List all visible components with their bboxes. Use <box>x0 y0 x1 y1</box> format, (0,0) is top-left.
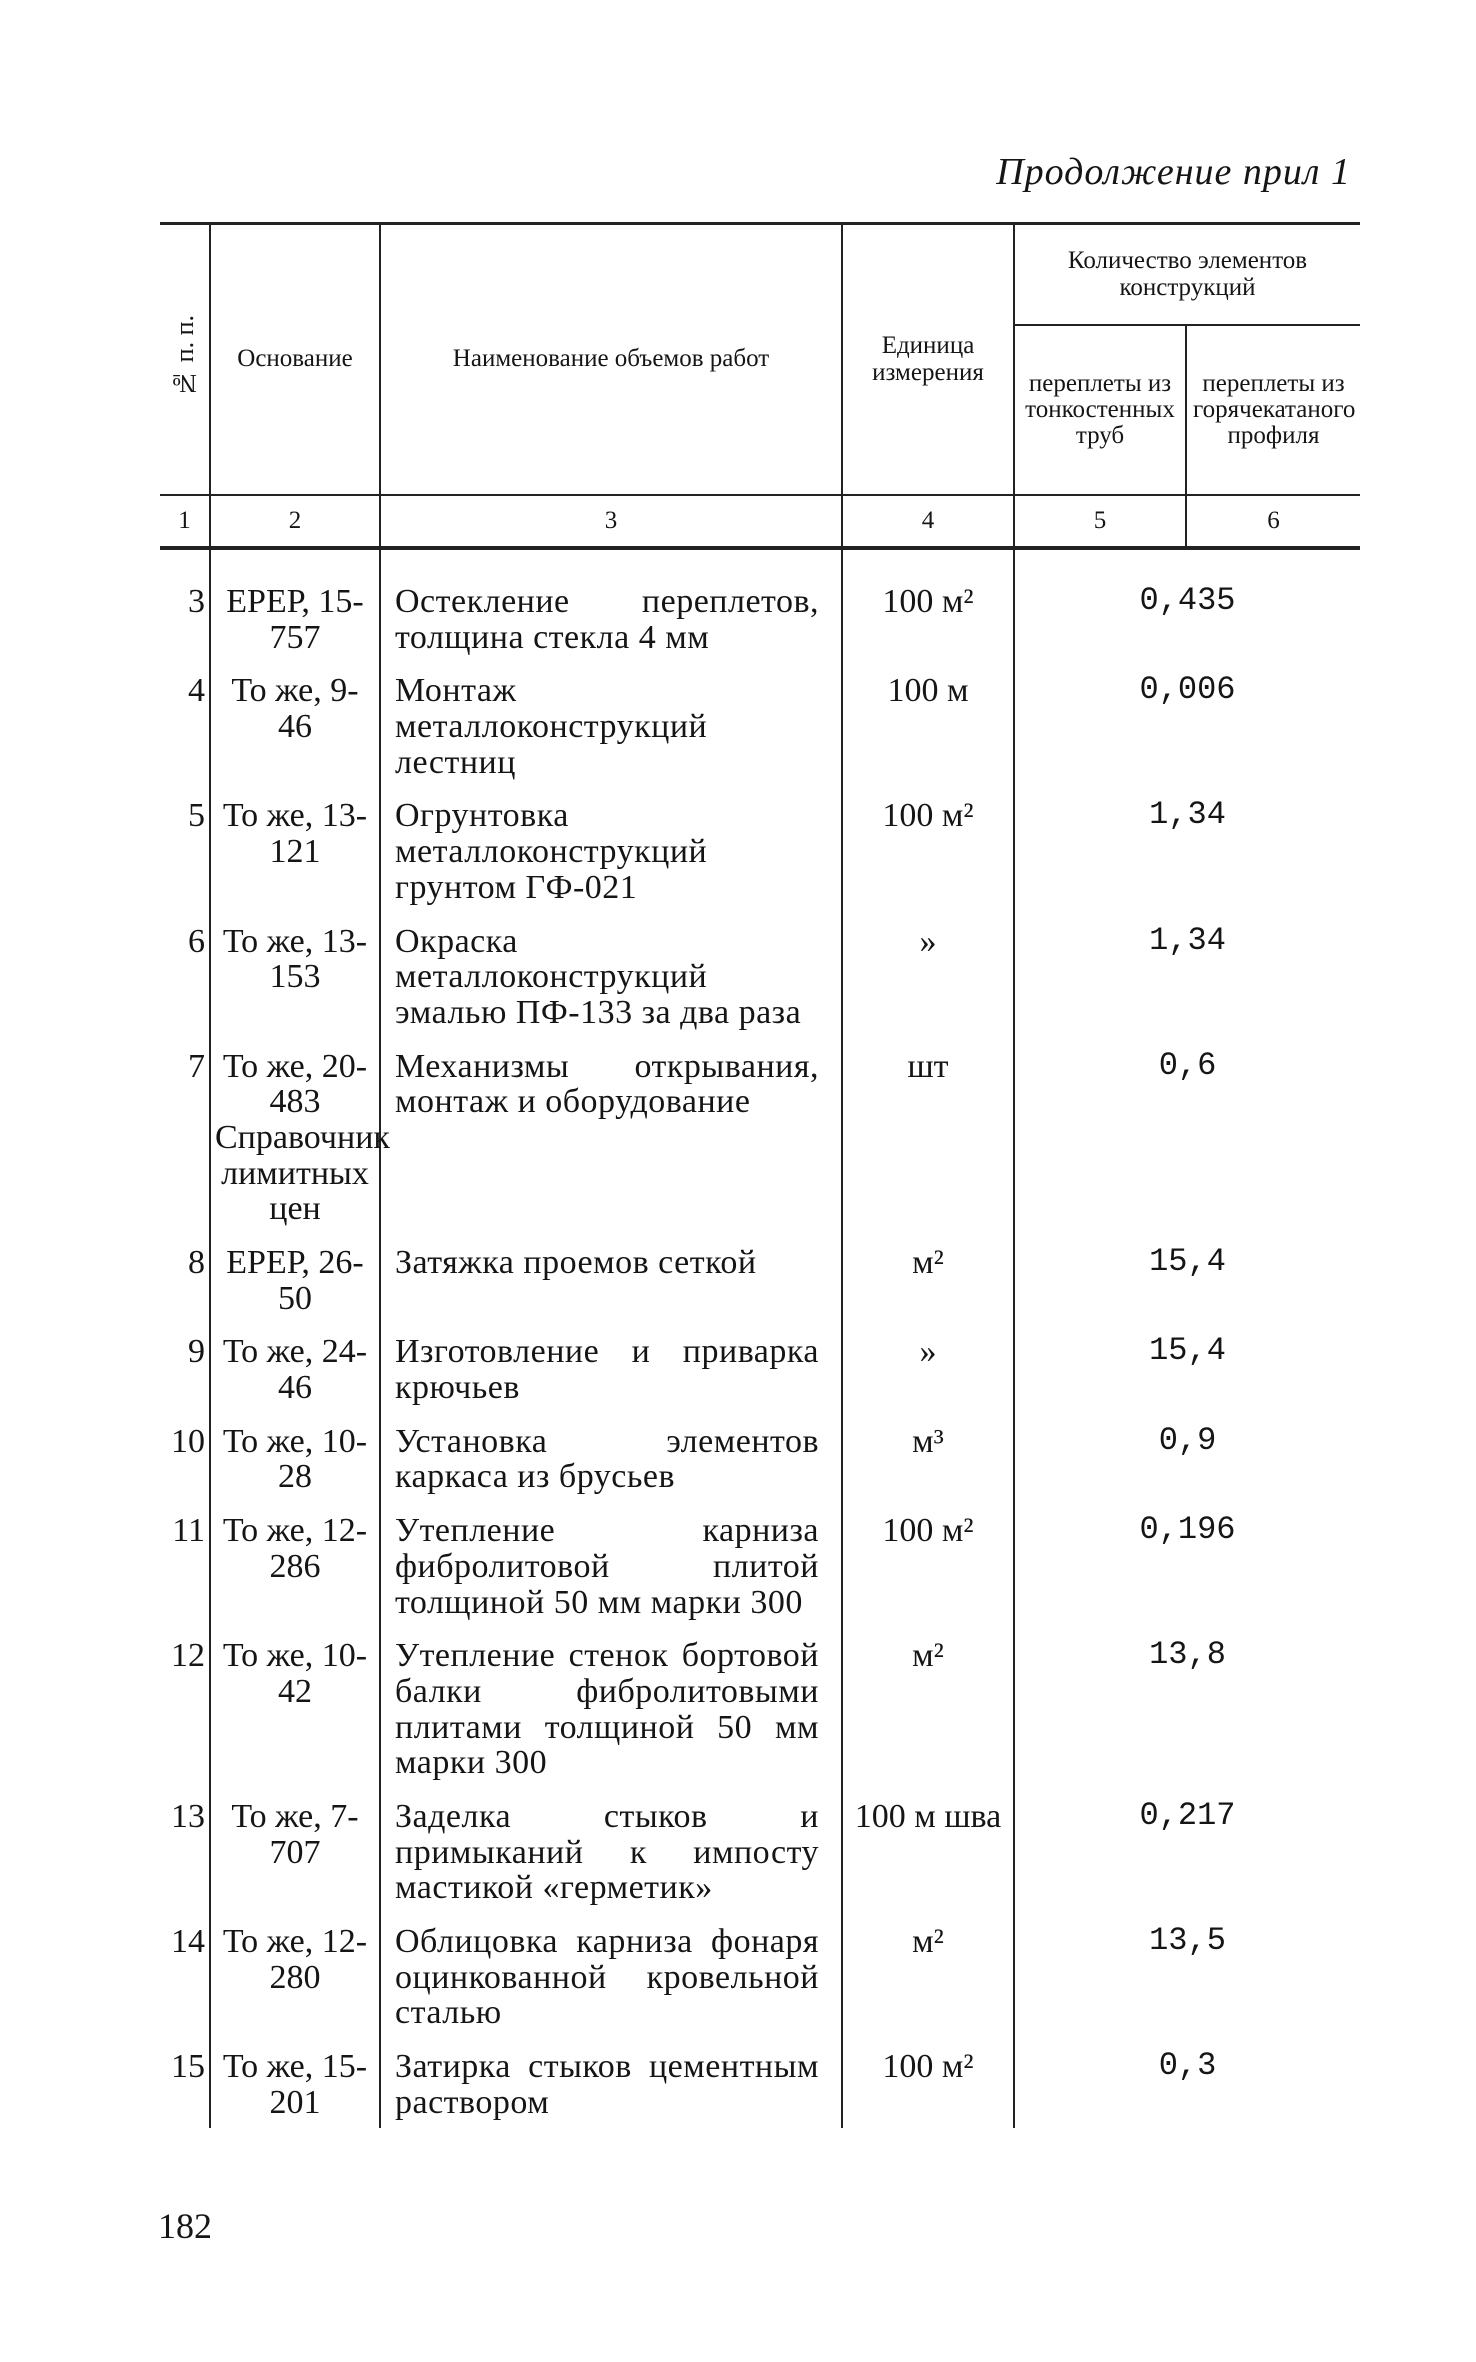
unit-cell: » <box>842 914 1014 1039</box>
row-number-cell: 12 <box>171 1637 205 1675</box>
table-row <box>160 1414 1360 1503</box>
table-row <box>160 788 1360 913</box>
basis-cell: То же, 12-286 <box>210 1503 380 1628</box>
unit-cell: 100 м <box>842 663 1014 788</box>
row-number-cell: 15 <box>171 2048 205 2086</box>
quantity-cell: 0,006 <box>1014 663 1360 788</box>
work-name-cell: Окраска металлоконструкций эмалью ПФ-133 за два раза <box>380 914 842 1039</box>
work-name-cell: Утепление стенок бортовой балки фибролитовыми плитами толщиной 50 мм марки 300 <box>380 1628 842 1789</box>
quantity-cell: 15,4 <box>1014 1235 1360 1324</box>
table-row <box>160 1503 1360 1628</box>
basis-cell: То же, 12-280 <box>210 1914 380 2039</box>
quantity-cell: 0,435 <box>1014 574 1360 663</box>
unit-cell: 100 м² <box>842 1503 1014 1628</box>
work-name-cell: Облицовка карниза фонаря оцинкованной кровельной сталью <box>380 1914 842 2039</box>
work-name-cell: Затяжка проемов сеткой <box>380 1235 842 1324</box>
row-number-cell: 6 <box>188 922 205 960</box>
row-number-cell: 7 <box>188 1047 205 1085</box>
continuation-header: Продолжение прил 1 <box>996 151 1351 193</box>
basis-cell: То же, 24-46 <box>210 1324 380 1413</box>
quantity-cell: 13,8 <box>1014 1628 1360 1789</box>
quantity-cell: 0,3 <box>1014 2039 1360 2128</box>
unit-cell: шт <box>842 1039 1014 1235</box>
unit-cell: 100 м² <box>842 788 1014 913</box>
row-number-cell: 9 <box>188 1333 205 1371</box>
row-number-cell: 8 <box>188 1244 205 1281</box>
quantity-cell: 13,5 <box>1014 1914 1360 2039</box>
row-number-cell: 13 <box>171 1797 205 1835</box>
basis-cell: То же, 9-46 <box>210 663 380 788</box>
table-row <box>160 663 1360 788</box>
unit-cell: » <box>842 1324 1014 1413</box>
table-row <box>160 574 1360 663</box>
basis-cell: То же, 15-201 <box>210 2039 380 2128</box>
table-row <box>160 2039 1360 2128</box>
basis-cell: То же, 10-28 <box>210 1414 380 1503</box>
row-number-cell: 5 <box>188 797 205 835</box>
unit-cell: м² <box>842 1235 1014 1324</box>
work-name-cell: Заделка стыков и примыканий к импосту мастикой «герметик» <box>380 1789 842 1914</box>
table-body <box>160 574 1360 2128</box>
basis-cell: То же, 7-707 <box>210 1789 380 1914</box>
column-number: 1 <box>160 495 210 548</box>
unit-cell: м² <box>842 1628 1014 1789</box>
header-row-number: № п. п. <box>169 314 199 398</box>
header-work-name: Наименование объемов работ <box>380 225 842 495</box>
header-unit: Единица измерения <box>842 225 1014 495</box>
works-table <box>160 222 1360 2128</box>
column-number: 3 <box>380 495 842 548</box>
work-name-cell: Утепление карниза фибролитовой плитой толщиной 50 мм марки 300 <box>380 1503 842 1628</box>
work-name-cell: Установка элементов каркаса из брусьев <box>380 1414 842 1503</box>
row-number-cell: 4 <box>188 672 205 710</box>
header-thin-wall-tubes: переплеты из тонкостенных труб <box>1014 325 1186 495</box>
unit-cell: 100 м² <box>842 574 1014 663</box>
work-name-cell: Огрунтовка металлоконструкций грунтом ГФ-021 <box>380 788 842 913</box>
quantity-cell: 0,6 <box>1014 1039 1360 1235</box>
column-number: 2 <box>210 495 380 548</box>
header-hot-rolled-profile: переплеты из горячекатаного профиля <box>1186 325 1360 495</box>
table-row <box>160 1235 1360 1324</box>
basis-cell: ЕРЕР, 26-50 <box>210 1235 380 1324</box>
quantity-cell: 1,34 <box>1014 914 1360 1039</box>
basis-cell: То же, 10-42 <box>210 1628 380 1789</box>
table-row <box>160 914 1360 1039</box>
column-number: 6 <box>1186 495 1360 548</box>
unit-cell: 100 м шва <box>842 1789 1014 1914</box>
table-row <box>160 1789 1360 1914</box>
work-name-cell: Остекление переплетов, толщина стекла 4 мм <box>380 574 842 663</box>
unit-cell: м² <box>842 1914 1014 2039</box>
work-name-cell: Механизмы открывания, монтаж и оборудование <box>380 1039 842 1235</box>
basis-cell: То же, 13-121 <box>210 788 380 913</box>
basis-cell: ЕРЕР, 15-757 <box>210 574 380 663</box>
quantity-cell: 1,34 <box>1014 788 1360 913</box>
quantity-cell: 0,196 <box>1014 1503 1360 1628</box>
column-number: 5 <box>1014 495 1186 548</box>
work-name-cell: Изготовление и приварка крючьев <box>380 1324 842 1413</box>
table-row <box>160 1628 1360 1789</box>
header-quantity-group: Количество элементов конструкций <box>1014 225 1360 325</box>
header-basis: Основание <box>210 225 380 495</box>
quantity-cell: 0,9 <box>1014 1414 1360 1503</box>
unit-cell: 100 м² <box>842 2039 1014 2128</box>
work-name-cell: Монтаж металлоконструкций лестниц <box>380 663 842 788</box>
column-number: 4 <box>842 495 1014 548</box>
table-row <box>160 1324 1360 1413</box>
row-number-cell: 14 <box>171 1923 205 1960</box>
row-number-cell: 3 <box>188 583 205 620</box>
unit-cell: м³ <box>842 1414 1014 1503</box>
table-row <box>160 1039 1360 1235</box>
quantity-cell: 0,217 <box>1014 1789 1360 1914</box>
work-name-cell: Затирка стыков цементным раствором <box>380 2039 842 2128</box>
basis-cell: То же, 13-153 <box>210 914 380 1039</box>
basis-cell: То же, 20-483 Справочник лимитных цен <box>210 1039 380 1235</box>
column-numbers-row <box>160 495 1360 548</box>
row-number-cell: 11 <box>172 1512 205 1550</box>
row-number-cell: 10 <box>171 1422 205 1460</box>
page-number: 182 <box>158 2206 212 2246</box>
quantity-cell: 15,4 <box>1014 1324 1360 1413</box>
table-row <box>160 1914 1360 2039</box>
